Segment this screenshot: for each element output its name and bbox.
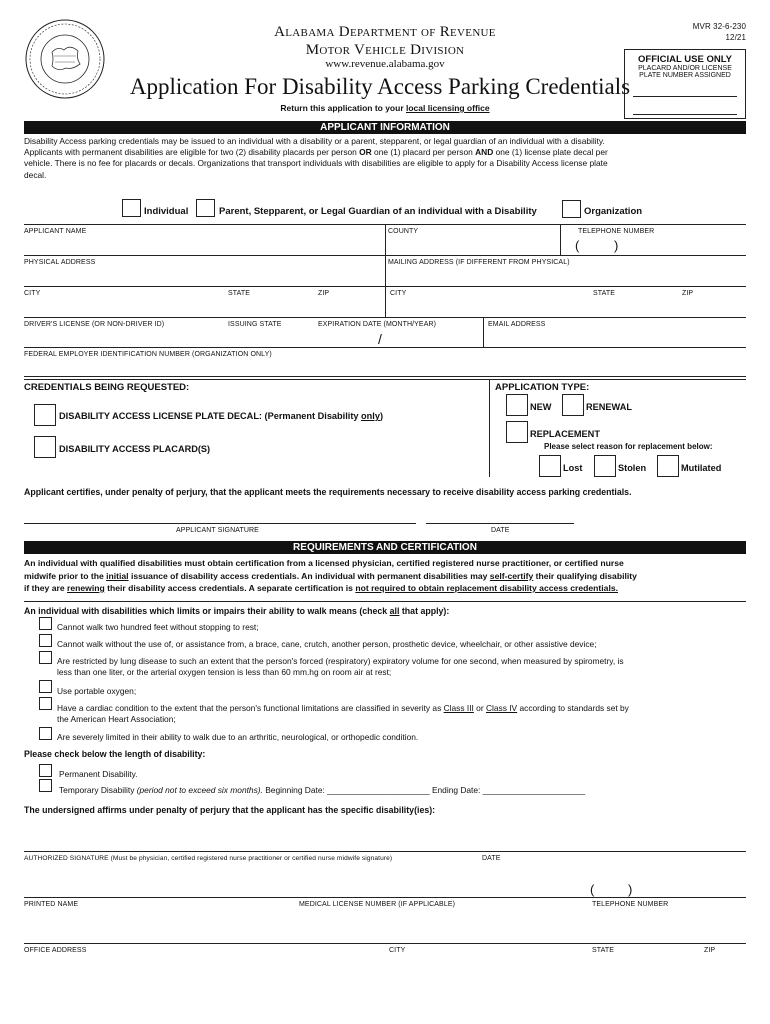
walk-item-2-checkbox[interactable] — [39, 634, 52, 647]
zip-field[interactable] — [318, 298, 384, 316]
intro-line2-or: OR — [359, 147, 372, 158]
mailing-address-label: MAILING ADDRESS (IF DIFFERENT FROM PHYSICAL) — [388, 259, 570, 266]
applicant-signature-line — [24, 523, 416, 524]
physician-phone-field[interactable] — [576, 876, 745, 896]
walk-item-1-checkbox[interactable] — [39, 617, 52, 630]
walk-item-5 — [57, 703, 749, 725]
expiration-label: EXPIRATION DATE (MONTH/YEAR) — [318, 321, 437, 328]
walk-item-3 — [57, 656, 749, 678]
replacement-label: REPLACEMENT — [530, 429, 600, 439]
permanent-label: Permanent Disability. — [59, 769, 138, 779]
walk-item-4-checkbox[interactable] — [39, 680, 52, 693]
walk-item-5-line2: the American Heart Association; — [57, 714, 176, 725]
official-use-title: OFFICIAL USE ONLY — [638, 54, 732, 65]
walk-item-5-checkbox[interactable] — [39, 697, 52, 710]
walk-heading-b: that apply): — [399, 606, 450, 616]
printed-name-label: PRINTED NAME — [24, 901, 79, 908]
county-field[interactable] — [388, 236, 558, 254]
expiration-field[interactable] — [318, 329, 480, 346]
medical-license-field[interactable] — [298, 876, 568, 896]
intro-line2-b: one (1) placard per person — [371, 147, 476, 158]
state-label: STATE — [228, 290, 251, 297]
walk-item-5-or: or — [473, 703, 486, 713]
placard-label: DISABILITY ACCESS PLACARD(S) — [59, 444, 211, 454]
telephone-field[interactable] — [563, 236, 745, 254]
decal-checkbox[interactable] — [34, 404, 56, 426]
temporary-label-a: Temporary Disability — [59, 785, 137, 795]
req-line3-a: if they are — [24, 583, 67, 593]
applicant-name-label: APPLICANT NAME — [24, 228, 87, 235]
physician-phone-paren-open: ( — [590, 882, 595, 897]
affirm-statement: The undersigned affirms under penalty of perjury that the applicant has the specific disability(ies): — [24, 805, 436, 815]
auth-signature-line — [24, 851, 746, 852]
credentials-divider — [24, 379, 746, 380]
office-city-label: CITY — [389, 947, 406, 954]
temporary-label-italic: (period not to exceed six months). — [136, 785, 263, 795]
walk-heading — [24, 606, 449, 616]
telephone-paren-open: ( — [575, 238, 580, 253]
walk-item-6: Are severely limited in their ability to walk due to an arthritic, neurological, or orthopedic condition. — [57, 732, 419, 742]
individual-label: Individual — [144, 206, 189, 217]
telephone-label: TELEPHONE NUMBER — [578, 228, 655, 235]
intro-line1: Disability Access parking credentials may be issued to an individual with a disability or a parent, stepparent, or legal guardian of an individual with a disability. — [24, 136, 605, 146]
intro-line2-a: Applicants with permanent disabilities are eligible for two (2) disability placards per person — [24, 147, 360, 158]
applicant-info-heading: APPLICANT INFORMATION — [24, 121, 746, 134]
organization-checkbox[interactable] — [562, 200, 581, 218]
walk-heading-all: all — [389, 606, 400, 616]
grid-line — [24, 376, 746, 377]
applicant-cert-statement: Applicant certifies, under penalty of perjury, that the applicant meets the requirements necessary to receive disability access parking credentials. — [24, 487, 632, 497]
parent-checkbox[interactable] — [196, 199, 215, 217]
auth-signature-label: AUTHORIZED SIGNATURE (Must be physician, certified registered nurse practitioner or certified nurse midwife signature) — [24, 855, 393, 862]
fein-label: FEDERAL EMPLOYER IDENTIFICATION NUMBER (ORGANIZATION ONLY) — [24, 351, 272, 358]
intro-line2 — [24, 147, 748, 158]
form-date: 12/21 — [725, 33, 746, 42]
walk-item-3-line2: less than one liter, or the arterial oxygen tension is less than 60 mm.hg on room air at rest; — [57, 667, 392, 678]
organization-label: Organization — [584, 206, 643, 217]
email-label: EMAIL ADDRESS — [488, 321, 546, 328]
renewal-checkbox[interactable] — [562, 394, 584, 416]
drivers-license-label: DRIVER'S LICENSE (OR NON-DRIVER ID) — [24, 321, 165, 328]
permanent-checkbox[interactable] — [39, 764, 52, 777]
auth-date-label: DATE — [482, 855, 501, 862]
temporary-checkbox[interactable] — [39, 779, 52, 792]
state-seal — [24, 18, 106, 100]
office-state-field[interactable] — [590, 922, 698, 942]
medical-license-label: MEDICAL LICENSE NUMBER (IF APPLICABLE) — [299, 901, 456, 908]
decal-label-a: DISABILITY ACCESS LICENSE PLATE DECAL: (Permanent Disability — [59, 411, 362, 421]
official-use-line-b — [633, 114, 737, 115]
fein-field[interactable] — [24, 359, 745, 375]
applicant-intro — [24, 136, 748, 181]
return-instruction — [150, 103, 620, 113]
return-emph: local licensing office — [406, 103, 490, 113]
mutilated-checkbox[interactable] — [657, 455, 679, 477]
parent-label: Parent, Stepparent, or Legal Guardian of an individual with a Disability — [219, 206, 537, 217]
mutilated-label: Mutilated — [681, 463, 722, 473]
mailing-city-field[interactable] — [390, 298, 590, 316]
office-state-label: STATE — [592, 947, 615, 954]
walk-item-1: Cannot walk two hundred feet without stopping to rest; — [57, 622, 259, 632]
decal-label — [59, 411, 383, 421]
zip-label: ZIP — [318, 290, 330, 297]
city-field[interactable] — [24, 298, 224, 316]
requirements-heading: REQUIREMENTS AND CERTIFICATION — [24, 541, 746, 554]
req-line1: An individual with qualified disabilities must obtain certification from a licensed physician, certified registered nurse practitioner, or certified nurse — [24, 558, 624, 568]
req-line2-c: their qualifying disability — [533, 570, 637, 581]
office-address-field[interactable] — [24, 922, 384, 942]
new-label: NEW — [530, 402, 552, 412]
applicant-date-label: DATE — [491, 527, 510, 534]
lost-label: Lost — [563, 463, 583, 473]
req-line2-b: issuance of disability access credentials. An individual with permanent disabilities may — [128, 570, 490, 581]
physical-address-label: PHYSICAL ADDRESS — [24, 259, 96, 266]
lost-checkbox[interactable] — [539, 455, 561, 477]
return-prefix: Return this application to your — [280, 103, 406, 113]
printed-name-line — [24, 897, 746, 898]
state-field[interactable] — [228, 298, 314, 316]
seal-icon — [24, 18, 106, 100]
office-zip-field[interactable] — [702, 922, 745, 942]
official-use-line2: PLATE NUMBER ASSIGNED — [639, 72, 731, 79]
grid-line — [24, 317, 746, 318]
requirements-intro — [24, 557, 750, 595]
applicant-name-field[interactable] — [24, 236, 384, 254]
stolen-checkbox[interactable] — [594, 455, 616, 477]
walk-item-5-b: according to standards set by — [517, 703, 629, 713]
mailing-state-label: STATE — [593, 290, 616, 297]
intro-line2-c: one (1) license plate decal per — [493, 147, 608, 158]
grid-line — [24, 347, 746, 348]
walk-item-2: Cannot walk without the use of, or assistance from, a brace, cane, crutch, another person, prosthetic device, wheelchair, or other assistive device; — [57, 639, 597, 649]
walk-item-3-checkbox[interactable] — [39, 651, 52, 664]
length-heading: Please check below the length of disability: — [24, 749, 206, 759]
printed-name-field[interactable] — [24, 876, 294, 896]
req-line2-self: self-certify — [489, 570, 534, 581]
mailing-state-field[interactable] — [593, 298, 679, 316]
grid-vline — [385, 224, 386, 317]
walk-item-4: Use portable oxygen; — [57, 686, 137, 696]
auth-signature-field[interactable] — [24, 830, 476, 850]
intro-line2-and: AND — [475, 147, 494, 158]
email-field[interactable] — [488, 329, 745, 346]
walk-divider — [24, 601, 746, 602]
drivers-license-field[interactable] — [24, 329, 224, 346]
individual-checkbox[interactable] — [122, 199, 141, 217]
mailing-city-label: CITY — [390, 290, 407, 297]
intro-line4: decal. — [24, 169, 47, 180]
applicant-signature-field[interactable] — [24, 506, 416, 523]
app-type-divider — [489, 380, 490, 477]
office-address-label: OFFICE ADDRESS — [24, 947, 87, 954]
req-line3-not: not required to obtain replacement disability access credentials. — [355, 583, 619, 593]
office-city-field[interactable] — [388, 922, 588, 942]
walk-item-5-a: Have a cardiac condition to the extent that the person's functional limitations are classified in severity as — [57, 703, 444, 713]
stolen-label: Stolen — [618, 463, 647, 473]
walk-item-3-line1: Are restricted by lung disease to such an extent that the person's forced (respiratory) expiratory volume for one second, when measured by spirometry, is — [57, 656, 624, 666]
form-number: MVR 32-6-230 — [692, 22, 746, 31]
req-line2-a: midwife prior to the — [24, 570, 107, 581]
renewal-label: RENEWAL — [586, 402, 632, 412]
auth-date-field[interactable] — [482, 830, 745, 850]
physician-telephone-label: TELEPHONE NUMBER — [592, 901, 669, 908]
mailing-address-field[interactable] — [388, 267, 745, 285]
req-line2 — [24, 570, 750, 583]
office-zip-label: ZIP — [704, 947, 716, 954]
decal-label-b: ) — [379, 411, 383, 421]
telephone-paren-close: ) — [614, 238, 619, 253]
req-line3 — [24, 582, 750, 595]
office-address-line — [24, 943, 746, 944]
applicant-signature-label: APPLICANT SIGNATURE — [176, 527, 259, 534]
issuing-state-label: ISSUING STATE — [228, 321, 282, 328]
applicant-date-field[interactable] — [426, 506, 574, 523]
grid-vline — [560, 224, 561, 255]
walk-heading-a: An individual with disabilities which limits or impairs their ability to walk means (check — [24, 606, 390, 616]
division-name: Motor Vehicle Division — [305, 42, 465, 58]
department-name: Alabama Department of Revenue — [274, 24, 496, 40]
placard-checkbox[interactable] — [34, 436, 56, 458]
req-line2-initial: initial — [106, 570, 129, 581]
mailing-zip-label: ZIP — [682, 290, 694, 297]
walk-item-6-checkbox[interactable] — [39, 727, 52, 740]
physician-phone-paren-close: ) — [628, 882, 633, 897]
county-label: COUNTY — [388, 228, 419, 235]
walk-item-5-line1 — [57, 703, 749, 714]
grid-vline — [483, 317, 484, 347]
credentials-heading: CREDENTIALS BEING REQUESTED: — [24, 382, 190, 393]
new-checkbox[interactable] — [506, 394, 528, 416]
intro-line3: vehicle. There is no fee for placards or decals. Organizations that transport individuals with disabilities are eligible to apply for a Disability Access license plate — [24, 158, 608, 169]
mailing-zip-field[interactable] — [682, 298, 745, 316]
temporary-label — [59, 785, 585, 796]
walk-item-5-class4: Class IV — [485, 703, 518, 713]
form-title: Application For Disability Access Parking Credentials — [129, 74, 631, 99]
decal-label-only: only — [361, 411, 380, 421]
expiration-slash: / — [378, 331, 382, 347]
walk-item-5-class3: Class III — [443, 703, 474, 713]
physical-address-field[interactable] — [24, 267, 384, 285]
official-use-line1: PLACARD AND/OR LICENSE — [638, 65, 732, 72]
city-label: CITY — [24, 290, 41, 297]
req-line3-renewing: renewing — [67, 583, 105, 593]
replacement-checkbox[interactable] — [506, 421, 528, 443]
app-type-heading: APPLICATION TYPE: — [495, 382, 590, 393]
applicant-date-line — [426, 523, 574, 524]
req-line3-b: their disability access credentials. A separate certification is — [104, 583, 356, 593]
temporary-label-b: Beginning Date: ______________________ Ending Date: ______________________ — [262, 785, 586, 795]
replacement-reason: Please select reason for replacement below: — [544, 442, 713, 451]
website: www.revenue.alabama.gov — [325, 58, 445, 70]
issuing-state-field[interactable] — [228, 329, 314, 346]
